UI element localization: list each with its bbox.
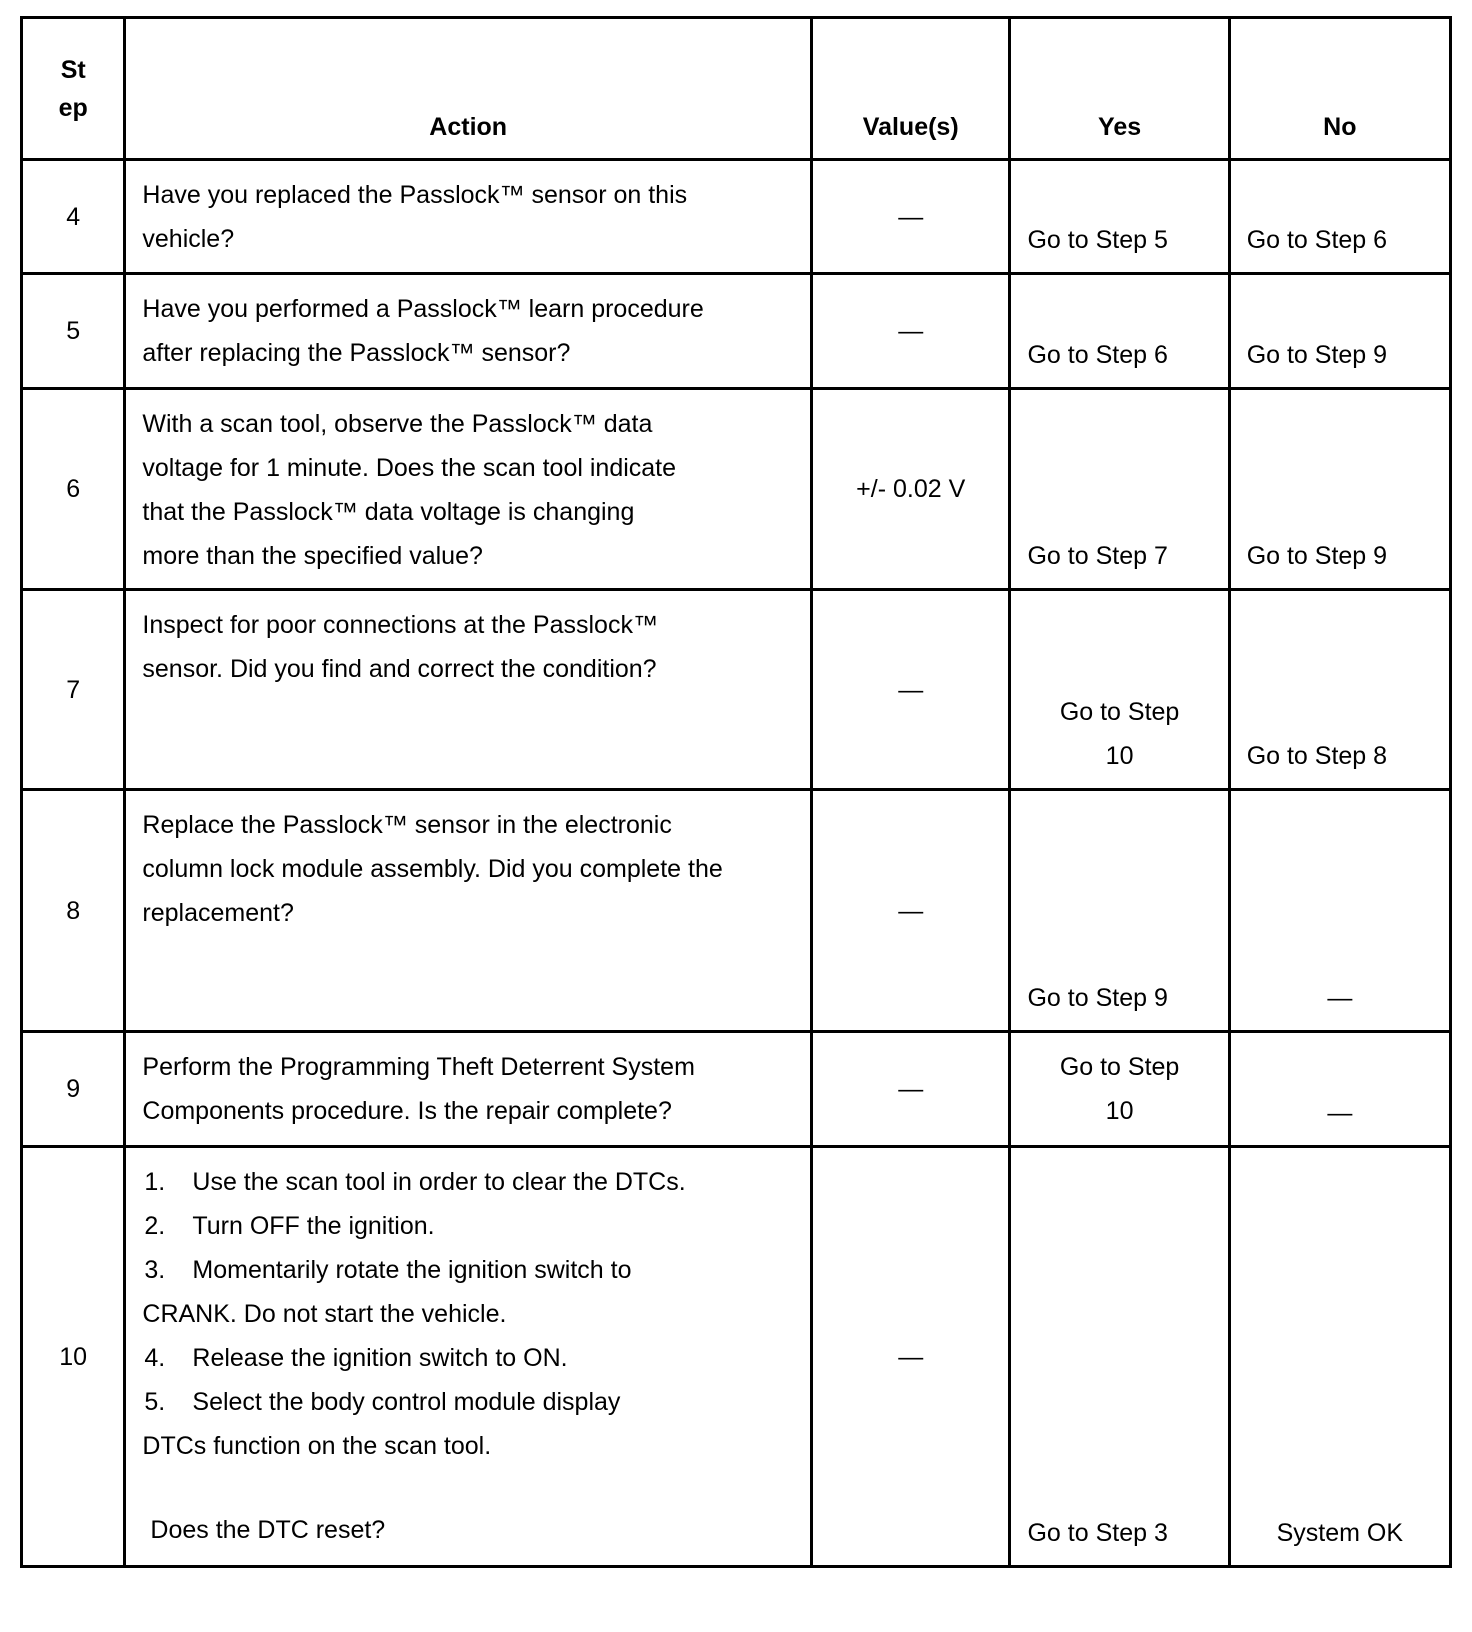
table-row	[22, 389, 1451, 590]
no-cell	[1229, 1032, 1450, 1147]
list-text: Release the ignition switch to ON.	[192, 1344, 568, 1372]
no-link[interactable]: Go to Step 8	[1246, 742, 1388, 770]
action-line: replacement?	[142, 899, 294, 927]
yes-cell	[1010, 590, 1229, 790]
yes-line: Go to Step	[1059, 1053, 1180, 1081]
table-row	[22, 790, 1451, 1032]
action-cell	[125, 389, 812, 590]
header-values: Value(s)	[811, 18, 1010, 160]
step-number: 5	[22, 274, 125, 389]
no-cell	[1229, 160, 1450, 274]
yes-link[interactable]: Go to Step 3	[1027, 1519, 1168, 1547]
yes-cell	[1010, 274, 1229, 389]
question-text: Does the DTC reset?	[150, 1516, 386, 1544]
yes-link[interactable]: Go to Step 6	[1027, 341, 1168, 369]
list-item	[142, 1380, 794, 1424]
step-number: 9	[22, 1032, 125, 1147]
table-row	[22, 590, 1451, 790]
value-cell: —	[811, 790, 1010, 1032]
value-cell: —	[811, 1147, 1010, 1567]
no-link[interactable]: Go to Step 9	[1246, 542, 1388, 570]
list-continuation: CRANK. Do not start the vehicle.	[142, 1300, 507, 1328]
action-line: more than the specified value?	[142, 542, 483, 570]
spacer	[142, 1468, 794, 1508]
action-line: Have you performed a Passlock™ learn procedure	[142, 295, 704, 323]
list-number: 3.	[144, 1256, 166, 1284]
step-number: 10	[22, 1147, 125, 1567]
action-line: sensor. Did you find and correct the condition?	[142, 655, 657, 683]
yes-link[interactable]: Go to Step 7	[1027, 542, 1168, 570]
no-cell	[1229, 274, 1450, 389]
step-number: 8	[22, 790, 125, 1032]
yes-cell	[1010, 1032, 1229, 1147]
header-action: Action	[125, 18, 812, 160]
value-cell: —	[811, 274, 1010, 389]
action-line: after replacing the Passlock™ sensor?	[142, 339, 571, 367]
yes-link[interactable]	[1011, 1045, 1227, 1133]
yes-line: 10	[1105, 742, 1134, 770]
list-number: 5.	[144, 1388, 166, 1416]
header-yes: Yes	[1010, 18, 1229, 160]
no-dash: —	[1327, 1099, 1353, 1127]
list-text: Select the body control module display	[192, 1388, 621, 1416]
yes-cell	[1010, 1147, 1229, 1567]
yes-cell	[1010, 160, 1229, 274]
list-text: Momentarily rotate the ignition switch to	[192, 1256, 632, 1284]
yes-link[interactable]: Go to Step 5	[1027, 226, 1168, 254]
system-ok-text: System OK	[1276, 1519, 1404, 1547]
list-text: Turn OFF the ignition.	[192, 1212, 435, 1240]
no-link[interactable]: Go to Step 6	[1246, 226, 1388, 254]
list-item	[142, 1336, 794, 1380]
list-item	[142, 1248, 794, 1292]
header-no: No	[1229, 18, 1450, 160]
diagnostic-table	[20, 16, 1452, 1568]
action-line: column lock module assembly. Did you complete the	[142, 855, 723, 883]
action-line: Replace the Passlock™ sensor in the electronic	[142, 811, 672, 839]
list-number: 2.	[144, 1212, 166, 1240]
action-cell	[125, 274, 812, 389]
yes-link[interactable]	[1011, 690, 1227, 778]
action-cell	[125, 160, 812, 274]
action-line: Have you replaced the Passlock™ sensor on this	[142, 181, 688, 209]
action-line: With a scan tool, observe the Passlock™ data	[142, 410, 653, 438]
step-number: 4	[22, 160, 125, 274]
table-row	[22, 274, 1451, 389]
header-row	[22, 18, 1451, 160]
yes-cell	[1010, 790, 1229, 1032]
value-cell: —	[811, 160, 1010, 274]
action-line: Inspect for poor connections at the Passlock™	[142, 611, 658, 639]
yes-line: 10	[1105, 1097, 1134, 1125]
value-cell: —	[811, 590, 1010, 790]
list-continuation: DTCs function on the scan tool.	[142, 1432, 492, 1460]
no-dash: —	[1327, 984, 1353, 1012]
action-line: Components procedure. Is the repair complete?	[142, 1097, 672, 1125]
table-row	[22, 1147, 1451, 1567]
list-number: 1.	[144, 1168, 166, 1196]
yes-cell	[1010, 389, 1229, 590]
no-cell	[1229, 790, 1450, 1032]
action-cell	[125, 790, 812, 1032]
list-text: Use the scan tool in order to clear the DTCs.	[192, 1168, 686, 1196]
action-line: voltage for 1 minute. Does the scan tool indicate	[142, 454, 677, 482]
action-line: that the Passlock™ data voltage is changing	[142, 498, 635, 526]
no-link[interactable]: Go to Step 9	[1246, 341, 1388, 369]
action-cell	[125, 590, 812, 790]
value-cell: +/- 0.02 V	[811, 389, 1010, 590]
step-number: 7	[22, 590, 125, 790]
list-number: 4.	[144, 1344, 166, 1372]
action-cell	[125, 1147, 812, 1567]
yes-line: Go to Step	[1059, 698, 1180, 726]
step-number: 6	[22, 389, 125, 590]
list-item	[142, 1160, 794, 1204]
list-item	[142, 1204, 794, 1248]
action-cell	[125, 1032, 812, 1147]
action-line: Perform the Programming Theft Deterrent System	[142, 1053, 695, 1081]
no-cell	[1229, 1147, 1450, 1567]
no-cell	[1229, 389, 1450, 590]
header-step: St ep	[22, 18, 125, 160]
yes-link[interactable]: Go to Step 9	[1027, 984, 1168, 1012]
action-line: vehicle?	[142, 225, 235, 253]
no-cell	[1229, 590, 1450, 790]
value-cell: —	[811, 1032, 1010, 1147]
table-row	[22, 160, 1451, 274]
table-row	[22, 1032, 1451, 1147]
